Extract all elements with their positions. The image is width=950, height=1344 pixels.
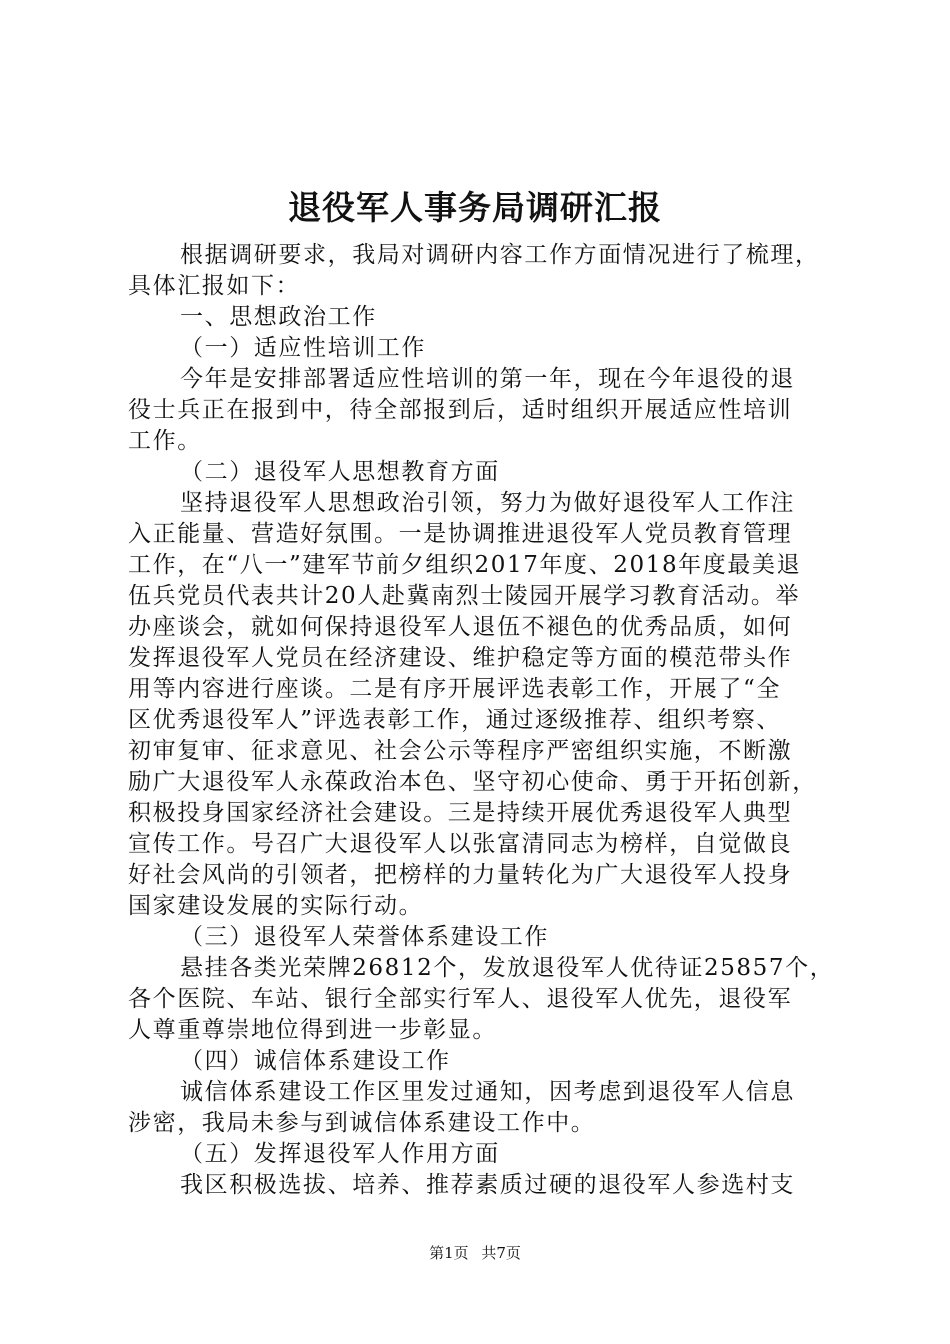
text-line: 办座谈会，就如何保持退役军人退伍不褪色的优秀品质，如何 xyxy=(128,614,793,640)
text-line: 人尊重尊崇地位得到进一步彰显。 xyxy=(128,1017,497,1043)
text-line: 伍兵党员代表共计20人赴冀南烈士陵园开展学习教育活动。举 xyxy=(128,583,801,609)
text-line: 坚持退役军人思想政治引领，努力为做好退役军人工作注 xyxy=(180,490,795,516)
text-line: （二）退役军人思想教育方面 xyxy=(180,459,500,485)
page-footer xyxy=(0,1243,950,1263)
text-line: 工作，在“八一”建军节前夕组织2017年度、2018年度最美退 xyxy=(128,552,802,578)
text-line: 好社会风尚的引领者，把榜样的力量转化为广大退役军人投身 xyxy=(128,862,793,888)
text-line: （四）诚信体系建设工作 xyxy=(180,1048,451,1074)
text-line: 励广大退役军人永葆政治本色、坚守初心使命、勇于开拓创新， xyxy=(128,769,817,795)
text-line: 宣传工作。号召广大退役军人以张富清同志为榜样，自觉做良 xyxy=(128,831,793,857)
text-line: 涉密，我局未参与到诚信体系建设工作中。 xyxy=(128,1110,596,1136)
text-line: 初审复审、征求意见、社会公示等程序严密组织实施，不断激 xyxy=(128,738,793,764)
text-line: （一）适应性培训工作 xyxy=(180,335,426,361)
text-line: 国家建设发展的实际行动。 xyxy=(128,893,424,919)
text-line: 一、思想政治工作 xyxy=(180,304,377,330)
text-line: （三）退役军人荣誉体系建设工作 xyxy=(180,924,549,950)
text-line: 诚信体系建设工作区里发过通知，因考虑到退役军人信息 xyxy=(180,1079,795,1105)
document-title: 退役军人事务局调研汇报 xyxy=(288,188,662,227)
text-line: 积极投身国家经济社会建设。三是持续开展优秀退役军人典型 xyxy=(128,800,793,826)
text-line: 入正能量、营造好氛围。一是协调推进退役军人党员教育管理 xyxy=(128,521,793,547)
text-line: 具体汇报如下： xyxy=(128,273,301,299)
text-line: （五）发挥退役军人作用方面 xyxy=(180,1141,500,1167)
text-line: 区优秀退役军人”评选表彰工作，通过逐级推荐、组织考察、 xyxy=(128,707,781,733)
text-line: 悬挂各类光荣牌26812个，发放退役军人优待证25857个， xyxy=(180,955,835,981)
text-line: 役士兵正在报到中，待全部报到后，适时组织开展适应性培训 xyxy=(128,397,793,423)
page-number: 第1页 xyxy=(429,1244,469,1262)
text-line: 用等内容进行座谈。二是有序开展评选表彰工作，开展了“全 xyxy=(128,676,781,702)
text-line: 各个医院、车站、银行全部实行军人、退役军人优先，退役军 xyxy=(128,986,793,1012)
page-total: 共7页 xyxy=(481,1244,521,1262)
text-line: 工作。 xyxy=(128,428,202,454)
text-line: 今年是安排部署适应性培训的第一年，现在今年退役的退 xyxy=(180,366,795,392)
document-body xyxy=(128,240,848,1201)
text-line: 根据调研要求，我局对调研内容工作方面情况进行了梳理， xyxy=(180,242,820,268)
text-line: 发挥退役军人党员在经济建设、维护稳定等方面的模范带头作 xyxy=(128,645,793,671)
text-line: 我区积极选拔、培养、推荐素质过硬的退役军人参选村支 xyxy=(180,1172,795,1198)
